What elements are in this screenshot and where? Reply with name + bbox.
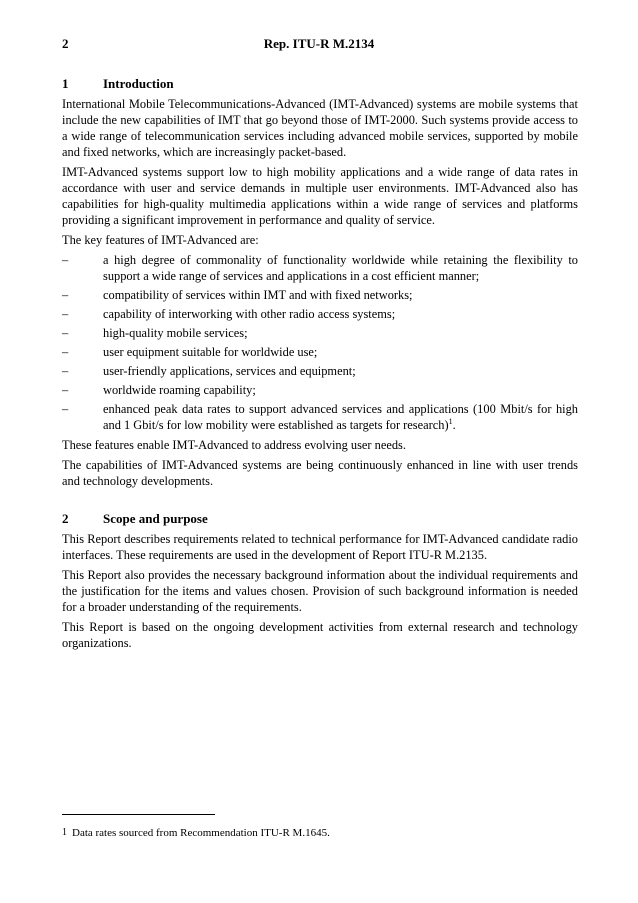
list-item [62,287,578,303]
report-title: Rep. ITU-R M.2134 [263,36,375,51]
footnote-marker: 1 [62,827,67,838]
list-item [62,401,578,433]
list-item-text: user equipment suitable for worldwide use; [103,345,318,359]
dash-bullet: – [62,288,69,302]
list-item-text: compatibility of services within IMT and with fixed networks; [103,288,413,302]
list-item [62,382,578,398]
list-item-text: enhanced peak data rates to support advanced services and applications (100 Mbit/s for high and 1 Gbit/s for low mobility were established as targets for research) [103,402,578,432]
dash-bullet: – [62,383,69,397]
dash-bullet: – [62,307,69,321]
list-item-text: capability of interworking with other radio access systems; [103,307,396,321]
list-item [62,325,578,341]
section-number: 2 [62,511,69,526]
paragraph: The capabilities of IMT-Advanced systems are being continuously enhanced in line with user trends and technology developments. [62,458,578,488]
section-title: Introduction [103,76,174,91]
dash-bullet: – [62,402,69,416]
list-item [62,363,578,379]
list-item-text: user-friendly applications, services and equipment; [103,364,356,378]
section-number: 1 [62,76,69,91]
paragraph: International Mobile Telecommunications-Advanced (IMT-Advanced) systems are mobile systems that include the new capabilities of IMT that go beyond those of IMT-2000. Such systems provide access to a wide range of telecommunication services including advanced mobile services, supported by mobile and fixed networks, which are increasingly packet-based. [62,97,578,159]
list-item [62,252,578,284]
paragraph: This Report also provides the necessary background information about the individual requirements and the justification for the items and values chosen. Provision of such background information is needed for a broader understanding of the requirements. [62,568,578,614]
section-1-heading [62,76,578,92]
list-item [62,306,578,322]
paragraph: This Report is based on the ongoing development activities from external research and technology organizations. [62,620,578,650]
paragraph: These features enable IMT-Advanced to address evolving user needs. [62,438,406,452]
dash-bullet: – [62,364,69,378]
page-number: 2 [62,36,69,51]
footnote [62,826,330,840]
list-item-text: worldwide roaming capability; [103,383,256,397]
paragraph: The key features of IMT-Advanced are: [62,233,259,247]
dash-bullet: – [62,345,69,359]
list-item [62,344,578,360]
list-item-text: a high degree of commonality of functionality worldwide while retaining the flexibility to support a wide range of services and applications in a cost efficient manner; [103,253,578,283]
list-item-end: . [452,418,456,432]
section-2-heading [62,511,578,527]
key-features-list [62,252,578,433]
paragraph: IMT-Advanced systems support low to high mobility applications and a wide range of data rates in accordance with user and service demands in multiple user environments. IMT-Advanced also has capabilities for high-quality multimedia applications within a wide range of services and platforms providing a significant improvement in performance and quality of service. [62,165,578,227]
list-item-text: high-quality mobile services; [103,326,248,340]
section-title: Scope and purpose [103,511,208,526]
list-item-text-container [103,401,578,433]
paragraph: This Report describes requirements related to technical performance for IMT-Advanced candidate radio interfaces. These requirements are used in the development of Report ITU-R M.2135. [62,532,578,562]
dash-bullet: – [62,253,69,267]
body-text [62,76,578,655]
dash-bullet: – [62,326,69,340]
footnote-text: Data rates sourced from Recommendation ITU-R M.1645. [72,827,330,839]
footnote-divider [62,814,215,815]
footnote-reference[interactable]: 1 [448,416,453,426]
